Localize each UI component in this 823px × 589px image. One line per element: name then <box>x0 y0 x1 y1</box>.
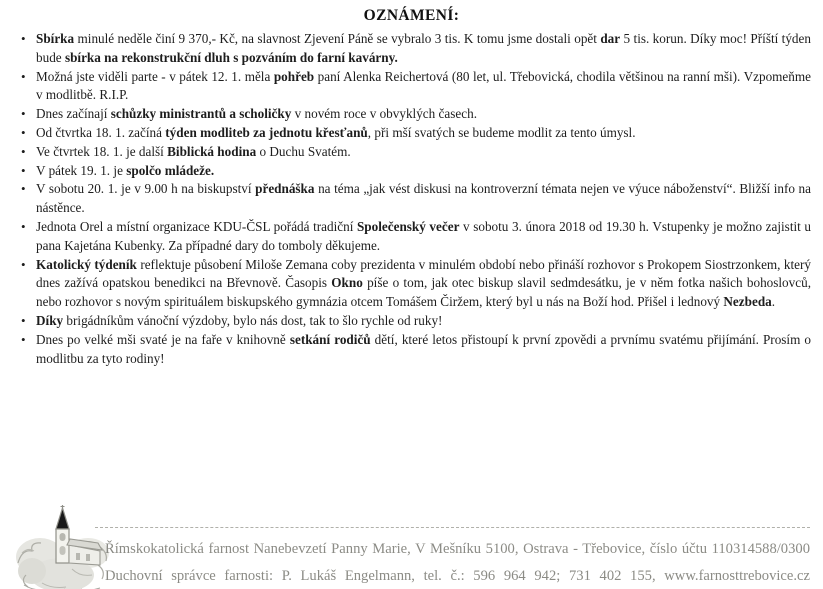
announcement-text: píše o tom, jak otec biskup slavil sedmdesátku, je v něm fotka našich bohoslovců, nebo rozhovor s novým spirituálem biskupského gymnázia otcem Tomášem Čiržem, který byl u nás na Boží hod. Přišel i lednový <box>36 275 811 310</box>
announcement-text: v sobotu 3. února 2018 od 19.30 h. Vstupenky je možno zajistit u pana Kajetána Kubenky. Za případné dary do tomboly děkujeme. <box>36 218 811 253</box>
announcement-text-bold: schůzky ministrantů a scholičky <box>110 106 292 122</box>
announcement-text: o Duchu Svatém. <box>256 143 351 159</box>
church-icon <box>12 505 117 589</box>
announcement-text: Ve čtvrtek 18. 1. je další <box>36 143 168 159</box>
announcement-text-bold: Sbírka <box>36 31 75 46</box>
page-title: OZNÁMENÍ: <box>363 7 460 24</box>
announcement-text: 5 tis. korun. Díky moc! Příští týden bude <box>36 31 811 65</box>
announcement-item <box>36 180 811 218</box>
announcement-item <box>36 312 811 331</box>
announcement-list <box>0 30 823 368</box>
footer-line-parish: Římskokatolická farnost Nanebevzetí Panny Marie, V Mešníku 5100, Ostrava - Třebovice, číslo účtu 110314588/0300 <box>105 541 810 557</box>
announcement-text: V sobotu 20. 1. je v 9.00 h na biskupství <box>36 181 256 197</box>
announcement-text-bold: Společenský večer <box>356 218 460 234</box>
announcement-item <box>36 218 811 256</box>
announcement-text-bold: Okno <box>331 275 363 291</box>
announcement-item <box>36 143 811 162</box>
announcement-text: minulé neděle činí 9 370,- Kč, na slavnost Zjevení Páně se vybralo 3 tis. K tomu jsme dostali opět <box>74 31 601 46</box>
footer-line-contact: Duchovní správce farnosti: P. Lukáš Engelmann, tel. č.: 596 964 942; 731 402 155, www.farnosttrebovice.cz <box>105 568 810 584</box>
announcement-item <box>36 68 811 106</box>
announcement-text-bold: dar <box>600 31 621 46</box>
announcement-item <box>36 331 811 369</box>
announcement-text: . <box>771 294 776 310</box>
announcement-text-bold: Katolický týdeník <box>36 256 137 272</box>
announcement-text-bold: pohřeb <box>273 68 315 84</box>
announcement-item <box>36 124 811 143</box>
announcement-text: brigádníkům vánoční výzdoby, bylo nás dost, tak to šlo rychle od ruky! <box>63 312 443 328</box>
announcement-text: dětí, které letos přistoupí k první zpovědi a prvnímu svatému přijímání. Prosím o modlitbu za tyto rodiny! <box>36 331 812 366</box>
announcement-text: paní Alenka Reichertová (80 let, ul. Třebovická, chodila většinou na ranní mši). Vzpomeňme v modlitbě. R.I.P. <box>36 68 811 103</box>
footer-divider <box>95 527 810 528</box>
announcement-text: v novém roce v obvyklých časech. <box>291 106 477 122</box>
announcement-text: V pátek 19. 1. je <box>36 162 127 178</box>
announcement-item <box>36 162 811 181</box>
announcement-text-bold: setkání rodičů <box>289 331 371 347</box>
announcement-text-bold: Biblická hodina <box>167 143 257 159</box>
announcement-text: reflektuje působení Miloše Zemana coby prezidenta v minulém období nebo přináší rozhovor s Prokopem Siostrzonkem, který dnes zažívá opatskou benedikci na Břevnově. Časopis <box>36 256 812 291</box>
announcement-text: Jednota Orel a místní organizace KDU-ČSL pořádá tradiční <box>36 218 357 234</box>
announcement-text-bold: sbírka na rekonstrukční dluh s pozváním do farní kavárny. <box>64 49 398 65</box>
announcement-item <box>36 256 811 312</box>
announcement-text-bold: přednáška <box>255 181 315 197</box>
announcement-item <box>36 30 811 68</box>
footer-text <box>105 536 810 589</box>
announcement-item <box>36 105 811 124</box>
announcement-text: Od čtvrtka 18. 1. začíná <box>36 124 166 140</box>
announcement-text-bold: týden modliteb za jednotu křesťanů <box>165 124 368 140</box>
announcement-text-bold: spolčo mládeže. <box>126 162 215 178</box>
announcement-text-bold: Nezbeda <box>723 294 772 310</box>
announcement-text: Dnes po velké mši svaté je na faře v knihovně <box>36 331 290 347</box>
announcement-text: Možná jste viděli parte - v pátek 12. 1. měla <box>36 68 274 84</box>
announcement-text: na téma „jak vést diskusi na kontroverzní témata nejen ve výuce náboženství“. Bližší info na nástěnce. <box>36 181 811 216</box>
announcement-text: Dnes začínají <box>36 106 111 122</box>
announcement-text: , při mší svatých se budeme modlit za tento úmysl. <box>367 124 636 140</box>
footer <box>0 519 823 589</box>
announcement-text-bold: Díky <box>36 312 64 328</box>
